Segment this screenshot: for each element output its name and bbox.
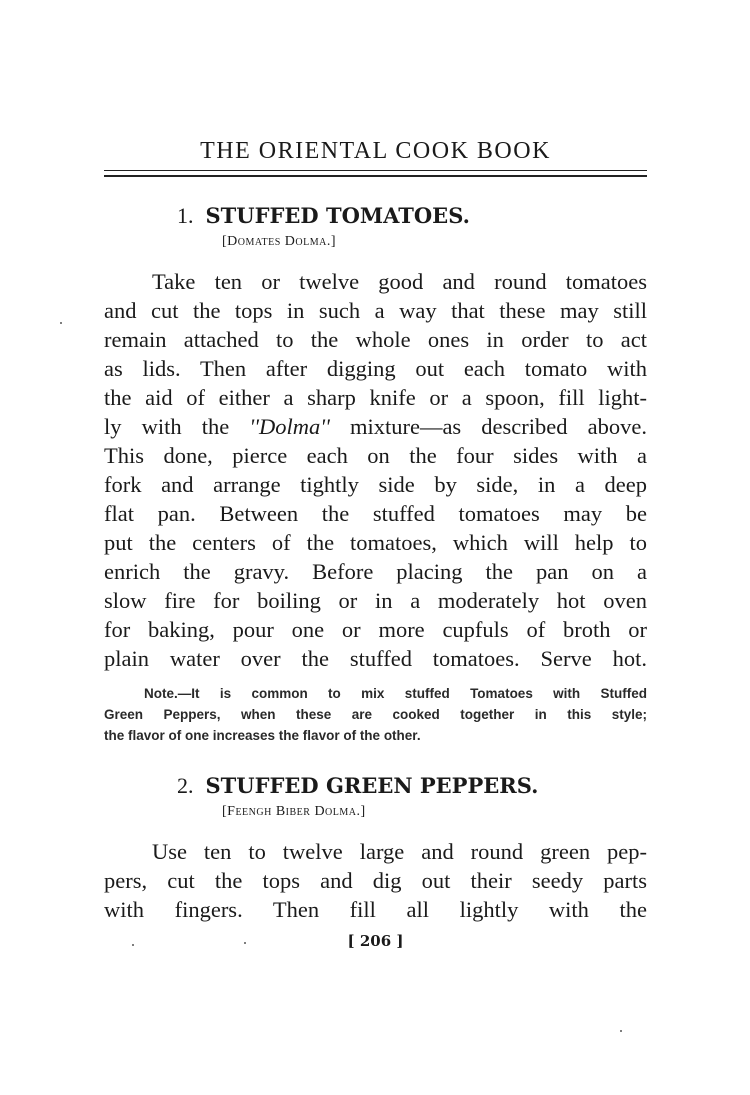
text-line: and cut the tops in such a way that these may still — [104, 298, 647, 323]
book-page — [104, 0, 647, 1095]
text-line: slow fire for boiling or in a moderately hot oven — [104, 588, 647, 613]
recipe-2-title-text: STUFFED GREEN PEPPERS. — [205, 773, 539, 798]
scan-speck — [132, 944, 134, 946]
recipe-1-body — [104, 267, 647, 673]
recipe-1-title-text: STUFFED TOMATOES. — [205, 203, 470, 228]
recipe-1-note — [104, 683, 647, 746]
text-line: flat pan. Between the stuffed tomatoes may be — [104, 501, 647, 526]
text-line: with fingers. Then fill all lightly with the — [104, 897, 647, 922]
scan-speck — [244, 942, 246, 944]
text-line: Take ten or twelve good and round tomatoes — [152, 269, 647, 294]
text-line: put the centers of the tomatoes, which will help to — [104, 530, 647, 555]
dolma-italic: ''Dolma'' — [249, 414, 330, 439]
text-line: enrich the gravy. Before placing the pan on a — [104, 559, 647, 584]
text-line: pers, cut the tops and dig out their seedy parts — [104, 868, 647, 893]
recipe-1-title — [177, 203, 470, 229]
recipe-2-number: 2. — [177, 773, 194, 798]
text-line: Use ten to twelve large and round green pep- — [152, 839, 647, 864]
note-line: Note.—It is common to mix stuffed Tomatoes with Stuffed — [144, 686, 647, 701]
text-line: ly with the ''Dolma'' mixture—as described above. — [104, 414, 647, 439]
note-line: the flavor of one increases the flavor of the other. — [104, 728, 421, 743]
note-line: Green Peppers, when these are cooked together in this style; — [104, 707, 647, 722]
running-head: THE ORIENTAL COOK BOOK — [200, 138, 551, 164]
text-line: fork and arrange tightly side by side, in a deep — [104, 472, 647, 497]
recipe-2-body — [104, 837, 647, 924]
text-line: as lids. Then after digging out each tomato with — [104, 356, 647, 381]
scan-speck — [620, 1030, 622, 1032]
text-line: remain attached to the whole ones in order to act — [104, 327, 647, 352]
text-line: plain water over the stuffed tomatoes. Serve hot. — [104, 646, 647, 671]
recipe-2-title — [177, 773, 538, 799]
header-rule-thick — [104, 175, 647, 177]
recipe-1-subtitle: [Domates Dolma.] — [222, 234, 336, 249]
recipe-1-number: 1. — [177, 203, 194, 228]
scan-speck — [60, 322, 62, 324]
text-line: the aid of either a sharp knife or a spoon, fill light- — [104, 385, 647, 410]
header-rule-thin — [104, 170, 647, 171]
page-number: [ 206 ] — [347, 932, 404, 950]
text-line: This done, pierce each on the four sides with a — [104, 443, 647, 468]
text-line: for baking, pour one or more cupfuls of broth or — [104, 617, 647, 642]
recipe-2-subtitle: [Feengh Biber Dolma.] — [222, 804, 366, 819]
